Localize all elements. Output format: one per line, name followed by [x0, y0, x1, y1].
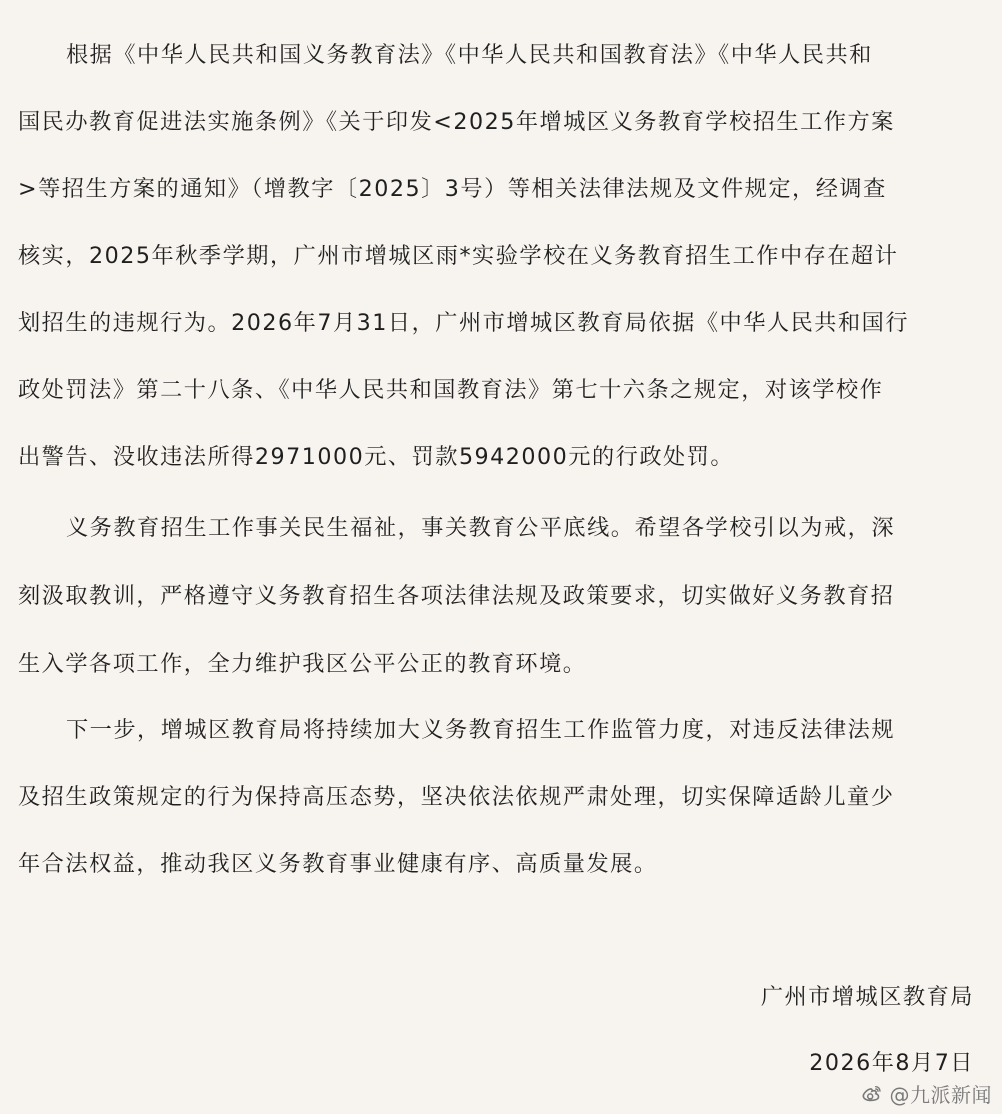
paragraph-line: 及招生政策规定的行为保持高压态势，坚决依法依规严肃处理，切实保障适龄儿童少 — [18, 784, 895, 810]
paragraph-line: 生入学各项工作，全力维护我区公平公正的教育环境。 — [18, 651, 587, 677]
issuing-organization: 广州市增城区教育局 — [760, 984, 974, 1010]
paragraph-line: 出警告、没收违法所得2971000元、罚款5942000元的行政处罚。 — [18, 444, 735, 470]
paragraph-line: 下一步，增城区教育局将持续加大义务教育招生工作监管力度，对违反法律法规 — [66, 717, 896, 743]
watermark-text: @九派新闻 — [889, 1083, 992, 1107]
paragraph-line: 政处罚法》第二十八条、《中华人民共和国教育法》第七十六条之规定，对该学校作 — [18, 377, 884, 403]
source-watermark — [860, 1079, 993, 1108]
document-date: 2026年8月7日 — [809, 1050, 974, 1076]
paragraph-line: 根据《中华人民共和国义务教育法》《中华人民共和国教育法》《中华人民共和 — [66, 42, 873, 68]
paragraph-line: 划招生的违规行为。2026年7月31日，广州市增城区教育局依据《中华人民共和国行 — [18, 310, 910, 336]
paragraph-line: 刻汲取教训，严格遵守义务教育招生各项法律法规及政策要求，切实做好义务教育招 — [18, 583, 895, 609]
paragraph-line: 义务教育招生工作事关民生福祉，事关教育公平底线。希望各学校引以为戒，深 — [66, 515, 896, 541]
paragraph-line: 年合法权益，推动我区义务教育事业健康有序、高质量发展。 — [18, 851, 658, 877]
paragraph-line: 核实，2025年秋季学期，广州市增城区雨*实验学校在义务教育招生工作中存在超计 — [18, 243, 899, 269]
paragraph-line: 国民办教育促进法实施条例》《关于印发<2025年增城区义务教育学校招生工作方案 — [18, 109, 895, 135]
weibo-icon — [860, 1082, 884, 1106]
paragraph-line: >等招生方案的通知》（增教字〔2025〕3号）等相关法律法规及文件规定，经调查 — [18, 176, 887, 202]
